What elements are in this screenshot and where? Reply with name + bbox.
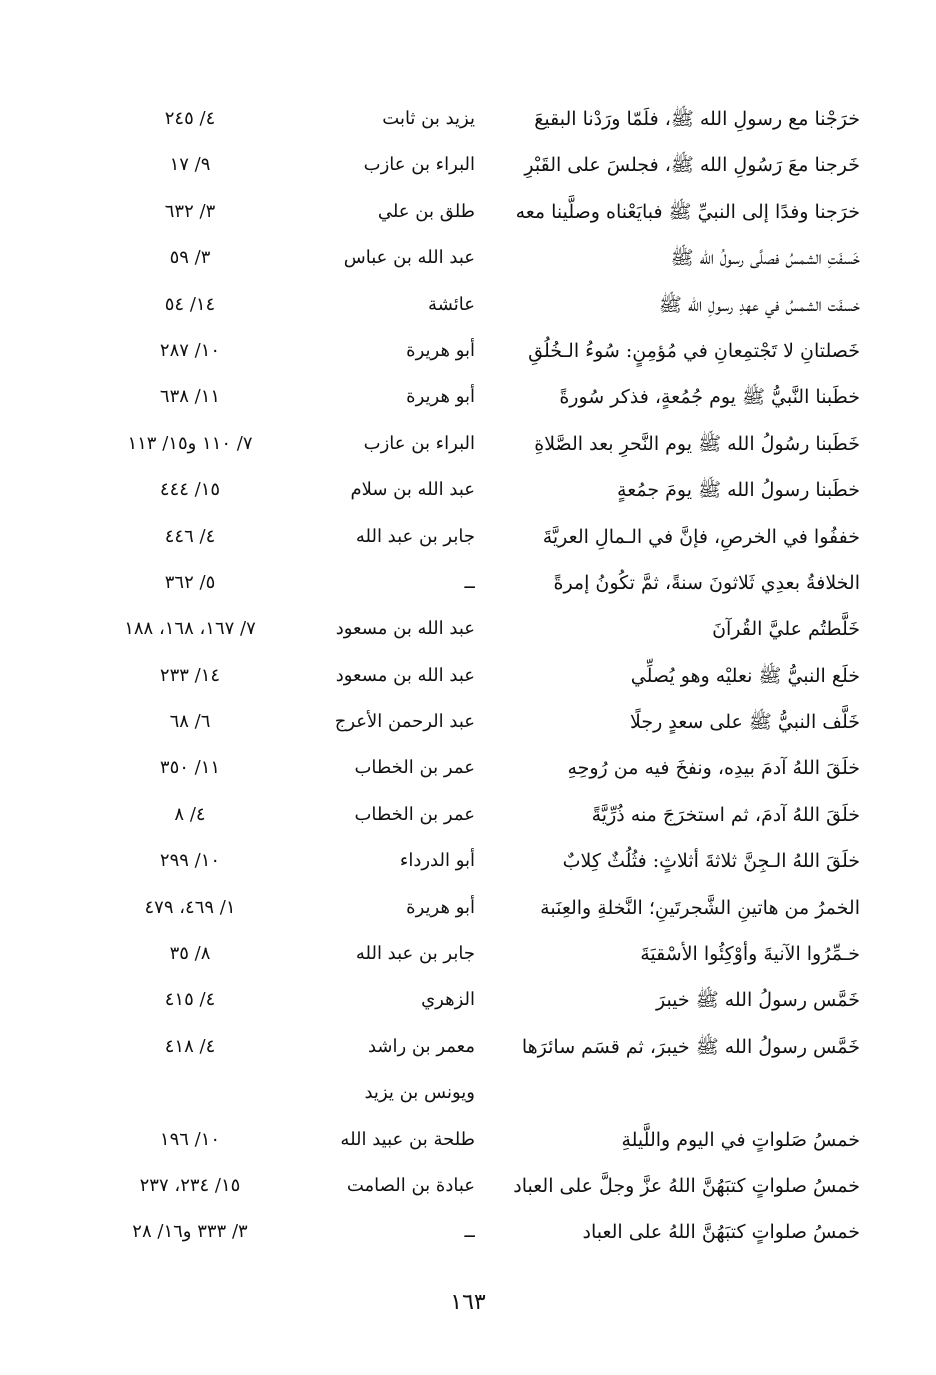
volume-page-reference: ١١/ ٣٥٠ [159, 757, 221, 779]
table-row [90, 792, 860, 838]
table-row [90, 560, 860, 606]
hadith-text: خطَبنا النَّبيُّ ﷺ يوم جُمُعةٍ، فذكر سُورةً [559, 386, 860, 409]
volume-page-reference: ٤/ ٢٤٥ [164, 108, 216, 129]
table-row [90, 699, 860, 745]
hadith-text: خَصلتانِ لا تَجْتمِعانِ في مُؤمِنٍ: سُوءُ الـخُلُقِ [528, 339, 860, 362]
narrator-name: جابر بن عبد الله [355, 943, 475, 965]
hadith-text: الخلافةُ بعدِي ثَلاثونَ سنةً، ثمَّ تكُونُ إمرةً [553, 571, 860, 594]
hadith-text: خلَقَ اللهُ آدمَ، ثم استخرَجَ منه ذُرِّيَّةً [591, 803, 860, 826]
volume-page-reference: ٥/ ٣٦٢ [164, 571, 216, 593]
hadith-text: خَطَبنا رسُولُ الله ﷺ يوم النَّحرِ بعد الصَّلاةِ [534, 432, 860, 455]
table-row [90, 1024, 860, 1070]
hadith-text: خَسفَتِ الشمسُ فصلَّى رسولُ الله ﷺ [670, 247, 860, 270]
volume-page-reference: ٤/ ٤١٨ [164, 1035, 216, 1057]
table-row [90, 328, 860, 374]
table-row [90, 931, 860, 977]
volume-page-reference: ٤/ ٤٤٦ [164, 525, 216, 547]
volume-page-reference: ٣/ ٥٩ [169, 247, 211, 269]
volume-page-reference: ١٤/ ٢٣٣ [159, 664, 221, 686]
narrator-name: طلق بن علي [377, 200, 475, 222]
volume-page-reference: ٣/ ٦٣٢ [164, 200, 216, 222]
volume-page-reference: ١٥/ ٢٣٤، ٢٣٧ [139, 1174, 241, 1196]
hadith-text [490, 1070, 860, 1116]
table-row [90, 421, 860, 467]
table-row [90, 1117, 860, 1163]
narrator-name: معمر بن راشد [367, 1035, 475, 1057]
table-row [90, 1163, 860, 1209]
narrator-name: جابر بن عبد الله [355, 525, 475, 547]
volume-page-reference: ١٠/ ٢٩٩ [159, 850, 221, 872]
hadith-text: خرَجْنا مع رسولِ الله ﷺ، فلَمّا ورَدْنا البقيعَ [534, 108, 860, 130]
table-row [90, 1209, 860, 1255]
volume-page-reference: ٦/ ٦٨ [169, 711, 211, 733]
hadith-text: خَمَّس رسولُ الله ﷺ خيبرَ، ثم قسَم سائرَها [521, 1035, 860, 1058]
volume-page-reference: ١٥/ ٤٤٤ [159, 479, 221, 501]
volume-page-reference: ٤/ ٨ [174, 803, 206, 825]
narrator-name: عائشة [428, 293, 475, 315]
narrator-name: البراء بن عازب [363, 154, 475, 176]
narrator-name: عبد الرحمن الأعرج [334, 711, 475, 733]
volume-page-reference: ١١/ ٦٣٨ [159, 386, 221, 408]
table-row [90, 653, 860, 699]
hadith-text: خـمِّرُوا الآنيةَ وأوْكِئُوا الأسْقيَةَ [640, 943, 860, 966]
hadith-text: خَلَّف النبيُّ ﷺ على سعدٍ رجلًا [629, 711, 860, 734]
hadith-text: الخمرُ من هاتينِ الشَّجرتَينِ؛ النَّخلةِ والعِنَبة [540, 896, 860, 919]
narrator-name: ــ [464, 1221, 475, 1243]
narrator-name: طلحة بن عبيد الله [340, 1128, 475, 1150]
narrator-name: الزهري [421, 989, 475, 1011]
narrator-name: عبد الله بن عباس [343, 247, 475, 269]
hadith-text: خَرجنا معَ رَسُولِ الله ﷺ، فجلسَ على القَبْرِ [524, 154, 860, 177]
hadith-text: خطَبنا رسولُ الله ﷺ يومَ جمُعةٍ [617, 479, 860, 502]
hadith-text: خرَجنا وفدًا إلى النبيِّ ﷺ فبايَعْناه وصلَّينا معه [515, 200, 860, 223]
volume-page-reference: ١٠/ ١٩٦ [159, 1128, 221, 1150]
table-row [90, 235, 860, 281]
table-row [90, 467, 860, 513]
hadith-text: خمسُ صلواتٍ كتبَهُنَّ اللهُ عزَّ وجلَّ على العباد [513, 1174, 860, 1197]
hadith-text: خَمَّس رسولُ الله ﷺ خيبرَ [655, 989, 860, 1012]
narrator-name: أبو هريرة [406, 896, 475, 918]
hadith-text: خلَع النبيُّ ﷺ نعليْه وهو يُصلِّي [630, 664, 860, 687]
table-row [90, 745, 860, 791]
volume-page-reference: ٧/ ١١٠ و١٥/ ١١٣ [127, 432, 253, 454]
volume-page-reference [90, 1070, 290, 1116]
narrator-name: البراء بن عازب [363, 432, 475, 454]
volume-page-reference: ٩/ ١٧ [169, 154, 211, 176]
hadith-text: خسفَت الشمسُ في عهدِ رسولِ الله ﷺ [658, 293, 860, 316]
hadith-text: خمسُ صَلواتٍ في اليوم واللَّيلةِ [621, 1128, 860, 1151]
table-row [90, 142, 860, 188]
table-row [90, 1070, 860, 1116]
narrator-name: أبو هريرة [406, 386, 475, 408]
hadith-index-table [90, 96, 860, 1256]
narrator-name: أبو الدرداء [399, 850, 475, 872]
hadith-text: خَلَّطتُم عليَّ القُرآنَ [712, 618, 860, 641]
hadith-text: خلَقَ اللهُ آدمَ بيدِه، ونفخَ فيه من رُوحِهِ [567, 757, 860, 780]
table-row [90, 606, 860, 652]
volume-page-reference: ٨/ ٣٥ [169, 943, 211, 965]
narrator-name: عبادة بن الصامت [346, 1174, 475, 1196]
volume-page-reference: ٤/ ٤١٥ [164, 989, 216, 1011]
narrator-name: عبد الله بن سلام [350, 479, 475, 501]
volume-page-reference: ١٤/ ٥٤ [164, 293, 216, 315]
narrator-name: ويونس بن يزيد [364, 1082, 475, 1104]
hadith-text: خلَقَ اللهُ الـجِنَّ ثلاثةَ أثلاثٍ: فثُلُثٌ كِلابٌ [562, 850, 860, 873]
narrator-name: عبد الله بن مسعود [335, 618, 475, 640]
volume-page-reference: ٧/ ١٦٧، ١٦٨، ١٨٨ [124, 618, 256, 640]
narrator-name: عمر بن الخطاب [354, 803, 475, 825]
volume-page-reference: ٣/ ٣٣٣ و١٦/ ٢٨ [132, 1221, 248, 1243]
table-row [90, 282, 860, 328]
narrator-name: عمر بن الخطاب [354, 757, 475, 779]
volume-page-reference: ١/ ٤٦٩، ٤٧٩ [144, 896, 236, 918]
table-row [90, 96, 860, 142]
volume-page-reference: ١٠/ ٢٨٧ [159, 339, 221, 361]
table-row [90, 374, 860, 420]
hadith-text: خففُوا في الخرصِ، فإنَّ في الـمالِ العريَّةَ [542, 525, 860, 548]
table-row [90, 189, 860, 235]
table-row [90, 977, 860, 1023]
narrator-name: عبد الله بن مسعود [335, 664, 475, 686]
table-row [90, 514, 860, 560]
page-number: ١٦٣ [450, 1290, 486, 1315]
narrator-name: يزيد بن ثابت [382, 108, 475, 129]
narrator-name: ــ [464, 571, 475, 593]
hadith-text: خمسُ صلواتٍ كتبَهُنَّ اللهُ على العباد [582, 1221, 860, 1244]
table-row [90, 885, 860, 931]
narrator-name: أبو هريرة [406, 339, 475, 361]
table-row [90, 838, 860, 884]
